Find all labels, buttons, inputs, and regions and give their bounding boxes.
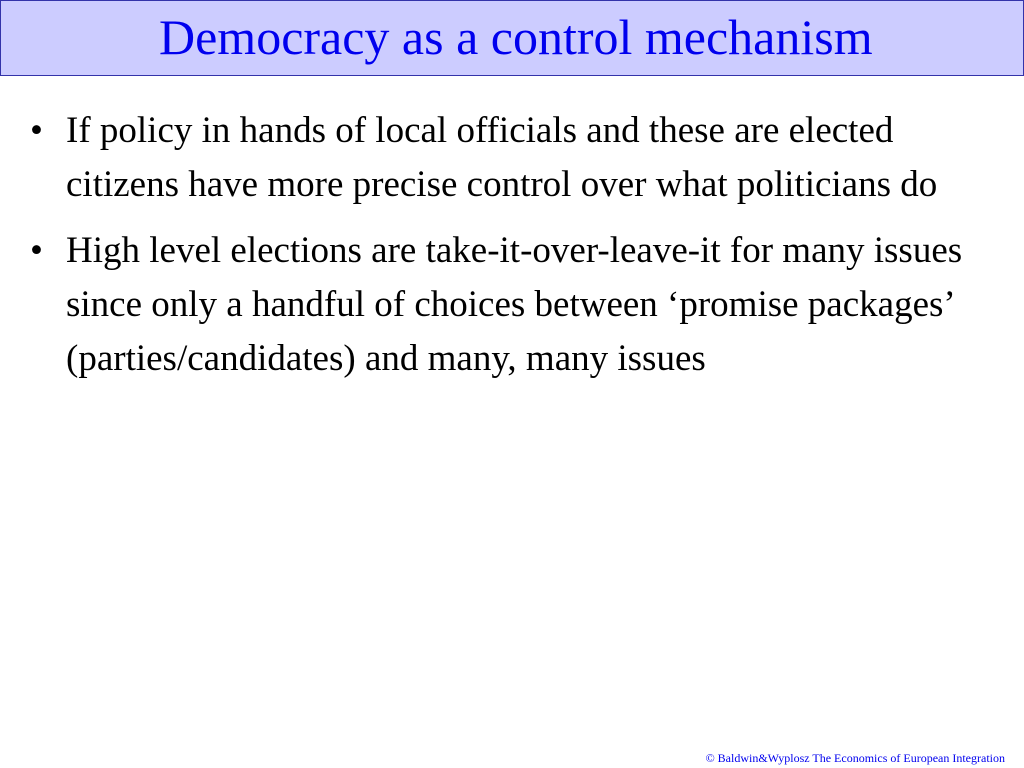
bullet-text: High level elections are take-it-over-leave-it for many issues since only a handful of choices between ‘promise packages’ (parties/candidates) and many, many issues	[66, 230, 963, 379]
bullet-text: If policy in hands of local officials and these are elected citizens have more precise control over what politicians do	[66, 110, 938, 205]
bullet-item-high-level-elections	[30, 224, 970, 386]
bullet-list	[30, 104, 970, 398]
bullet-item-local-officials	[30, 104, 970, 212]
bullet-marker: •	[30, 230, 43, 271]
slide-title: Democracy as a control mechanism	[159, 9, 873, 65]
title-bar	[0, 0, 1024, 76]
copyright-footer: © Baldwin&Wyplosz The Economics of European Integration	[705, 751, 1005, 765]
bullet-marker: •	[30, 110, 43, 151]
